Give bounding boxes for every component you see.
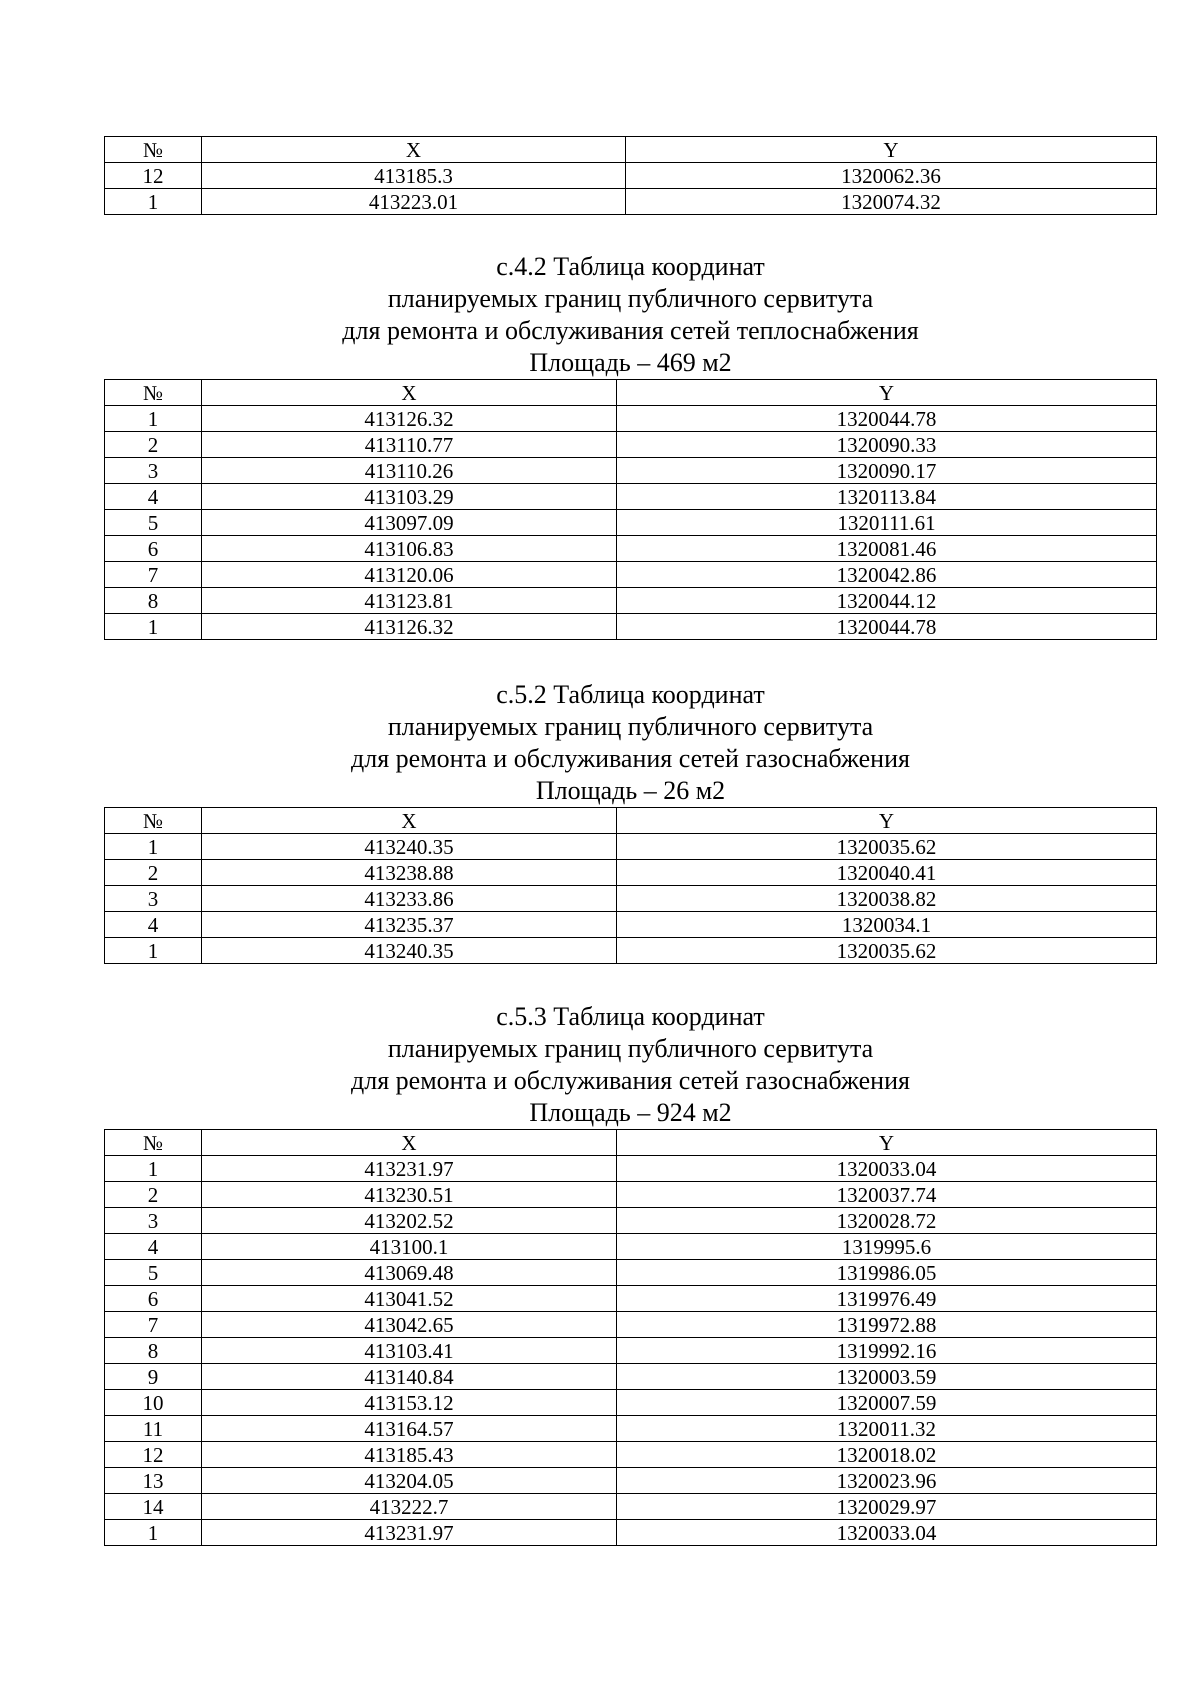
section-heading [104,1001,1157,1129]
cell-x: 413069.48 [202,1260,617,1286]
cell-y: 1320062.36 [626,163,1157,189]
cell-y: 1320011.32 [617,1416,1157,1442]
cell-y: 1319995.6 [617,1234,1157,1260]
header-x: X [202,1130,617,1156]
table-header-row [105,380,1157,406]
cell-number: 10 [105,1390,202,1416]
cell-y: 1320044.78 [617,406,1157,432]
cell-y: 1320033.04 [617,1156,1157,1182]
table-row [105,1234,1157,1260]
cell-number: 6 [105,536,202,562]
table-header-row [105,1130,1157,1156]
cell-x: 413231.97 [202,1156,617,1182]
table-row [105,938,1157,964]
cell-x: 413100.1 [202,1234,617,1260]
cell-x: 413238.88 [202,860,617,886]
cell-x: 413230.51 [202,1182,617,1208]
cell-number: 5 [105,510,202,536]
cell-x: 413235.37 [202,912,617,938]
cell-x: 413103.29 [202,484,617,510]
cell-number: 11 [105,1416,202,1442]
cell-y: 1320018.02 [617,1442,1157,1468]
table-row [105,1208,1157,1234]
cell-x: 413153.12 [202,1390,617,1416]
table-row [105,1182,1157,1208]
cell-number: 13 [105,1468,202,1494]
table-row [105,189,1157,215]
cell-y: 1320090.17 [617,458,1157,484]
cell-y: 1319972.88 [617,1312,1157,1338]
coordinates-table [104,807,1157,964]
cell-y: 1320035.62 [617,834,1157,860]
heading-line-4: Площадь – 26 м2 [535,776,726,805]
cell-x: 413233.86 [202,886,617,912]
cell-x: 413042.65 [202,1312,617,1338]
cell-x: 413140.84 [202,1364,617,1390]
cell-y: 1320028.72 [617,1208,1157,1234]
table-row [105,1494,1157,1520]
cell-x: 413231.97 [202,1520,617,1546]
table-row [105,484,1157,510]
table-row [105,1286,1157,1312]
cell-y: 1320044.78 [617,614,1157,640]
cell-x: 413204.05 [202,1468,617,1494]
table-row [105,1260,1157,1286]
cell-y: 1320090.33 [617,432,1157,458]
section-c42 [104,251,1157,640]
cell-number: 12 [105,163,202,189]
section-c53 [104,1001,1157,1546]
table-row [105,406,1157,432]
heading-line-1: с.4.2 Таблица координат [496,252,765,281]
cell-number: 5 [105,1260,202,1286]
cell-number: 14 [105,1494,202,1520]
cell-number: 2 [105,1182,202,1208]
cell-number: 1 [105,614,202,640]
table-row [105,163,1157,189]
cell-number: 2 [105,860,202,886]
cell-y: 1319992.16 [617,1338,1157,1364]
header-number: № [105,808,202,834]
cell-x: 413223.01 [202,189,626,215]
heading-line-2: планируемых границ публичного сервитута [387,712,874,741]
cell-y: 1320037.74 [617,1182,1157,1208]
cell-y: 1320074.32 [626,189,1157,215]
table-row [105,1442,1157,1468]
cell-x: 413097.09 [202,510,617,536]
cell-number: 1 [105,189,202,215]
cell-number: 12 [105,1442,202,1468]
cell-number: 4 [105,1234,202,1260]
cell-x: 413240.35 [202,938,617,964]
cell-y: 1320033.04 [617,1520,1157,1546]
table-row [105,614,1157,640]
cell-number: 1 [105,1156,202,1182]
cell-number: 8 [105,1338,202,1364]
cell-number: 4 [105,912,202,938]
cell-x: 413106.83 [202,536,617,562]
cell-x: 413041.52 [202,1286,617,1312]
cell-x: 413110.77 [202,432,617,458]
cell-number: 7 [105,1312,202,1338]
table-row [105,432,1157,458]
cell-number: 8 [105,588,202,614]
heading-line-1: с.5.3 Таблица координат [496,1002,765,1031]
cell-x: 413110.26 [202,458,617,484]
cell-y: 1319976.49 [617,1286,1157,1312]
cell-y: 1320044.12 [617,588,1157,614]
table-row [105,1416,1157,1442]
cell-y: 1320029.97 [617,1494,1157,1520]
cell-number: 7 [105,562,202,588]
heading-line-2: планируемых границ публичного сервитута [387,1034,874,1063]
header-x: X [202,808,617,834]
coordinates-table [104,136,1157,215]
table-row [105,588,1157,614]
cell-y: 1320081.46 [617,536,1157,562]
cell-y: 1320038.82 [617,886,1157,912]
section-heading [104,251,1157,379]
header-number: № [105,380,202,406]
header-x: X [202,380,617,406]
header-number: № [105,1130,202,1156]
table-row [105,912,1157,938]
cell-x: 413222.7 [202,1494,617,1520]
cell-number: 1 [105,834,202,860]
cell-x: 413185.3 [202,163,626,189]
heading-line-3: для ремонта и обслуживания сетей теплоснабжения [342,316,919,345]
cell-number: 4 [105,484,202,510]
cell-y: 1320035.62 [617,938,1157,964]
table-row [105,1390,1157,1416]
cell-x: 413126.32 [202,406,617,432]
table-header-row [105,137,1157,163]
cell-number: 3 [105,886,202,912]
cell-y: 1320113.84 [617,484,1157,510]
section-heading [104,679,1157,807]
table-row [105,1364,1157,1390]
table-row [105,562,1157,588]
table-row [105,1338,1157,1364]
table-row [105,1156,1157,1182]
section-c52 [104,679,1157,964]
cell-y: 1320042.86 [617,562,1157,588]
cell-y: 1320007.59 [617,1390,1157,1416]
cell-x: 413123.81 [202,588,617,614]
cell-x: 413120.06 [202,562,617,588]
table-row [105,860,1157,886]
heading-line-3: для ремонта и обслуживания сетей газоснабжения [351,744,910,773]
heading-line-2: планируемых границ публичного сервитута [387,284,874,313]
table-row [105,458,1157,484]
table-row [105,1468,1157,1494]
table-row [105,1312,1157,1338]
header-y: Y [617,808,1157,834]
cell-x: 413103.41 [202,1338,617,1364]
cell-y: 1320003.59 [617,1364,1157,1390]
cell-number: 2 [105,432,202,458]
cell-number: 1 [105,938,202,964]
header-y: Y [617,1130,1157,1156]
table-row [105,1520,1157,1546]
cell-number: 1 [105,1520,202,1546]
cell-y: 1320034.1 [617,912,1157,938]
cell-x: 413126.32 [202,614,617,640]
cell-y: 1320111.61 [617,510,1157,536]
header-y: Y [626,137,1157,163]
heading-line-4: Площадь – 924 м2 [529,1098,732,1127]
table-row [105,834,1157,860]
header-y: Y [617,380,1157,406]
coordinates-table-continuation [104,136,1157,215]
cell-x: 413202.52 [202,1208,617,1234]
cell-number: 6 [105,1286,202,1312]
header-x: X [202,137,626,163]
cell-number: 9 [105,1364,202,1390]
cell-number: 3 [105,458,202,484]
coordinates-table [104,1129,1157,1546]
heading-line-4: Площадь – 469 м2 [529,348,732,377]
cell-number: 3 [105,1208,202,1234]
table-header-row [105,808,1157,834]
table-row [105,536,1157,562]
cell-y: 1319986.05 [617,1260,1157,1286]
cell-number: 1 [105,406,202,432]
heading-line-3: для ремонта и обслуживания сетей газоснабжения [351,1066,910,1095]
cell-x: 413185.43 [202,1442,617,1468]
coordinates-table [104,379,1157,640]
cell-x: 413164.57 [202,1416,617,1442]
heading-line-1: с.5.2 Таблица координат [496,680,765,709]
header-number: № [105,137,202,163]
table-row [105,510,1157,536]
cell-y: 1320023.96 [617,1468,1157,1494]
cell-y: 1320040.41 [617,860,1157,886]
table-row [105,886,1157,912]
cell-x: 413240.35 [202,834,617,860]
